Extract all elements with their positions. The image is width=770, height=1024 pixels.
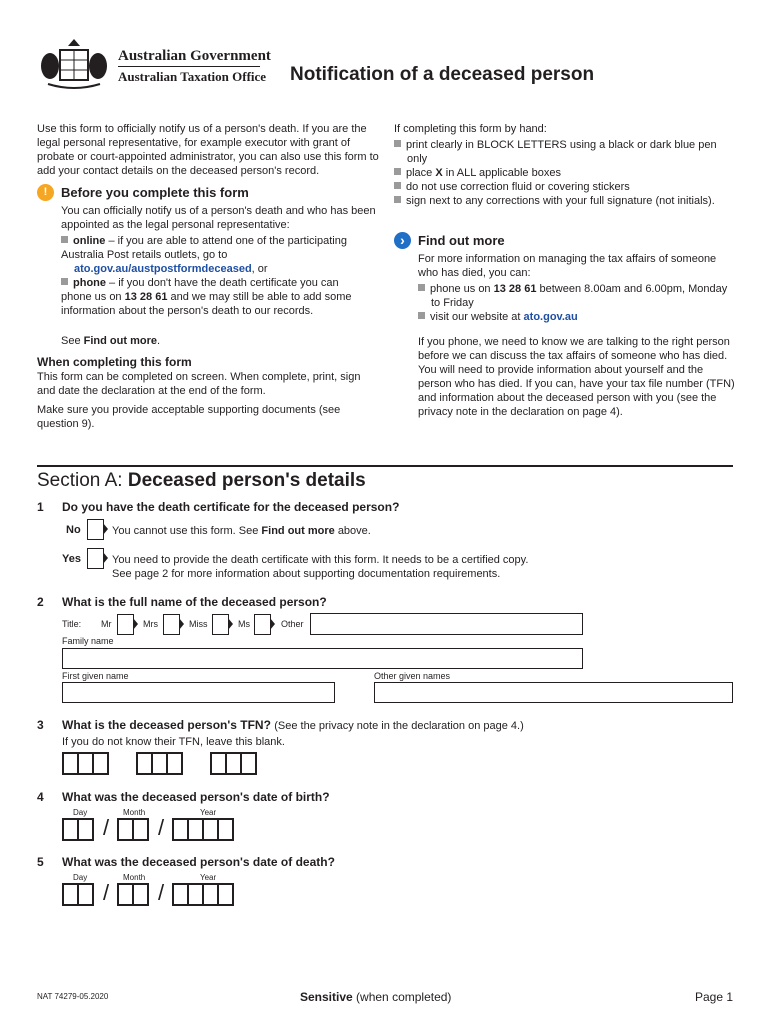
other-title-input[interactable] <box>310 613 583 635</box>
q3-sub: If you do not know their TFN, leave this blank. <box>62 736 285 748</box>
q2-number: 2 <box>37 595 44 609</box>
dob-day[interactable] <box>62 818 92 841</box>
austpost-link[interactable]: ato.gov.au/austpostformdeceased <box>74 263 252 275</box>
yes-checkbox[interactable] <box>87 548 104 569</box>
dod-day-label: Day <box>73 873 88 882</box>
title-label: Title: <box>62 619 82 629</box>
findout-lead: For more information on managing the tax affairs of someone who has died, you can: <box>418 253 717 279</box>
form-code: NAT 74279-05.2020 <box>37 992 109 1001</box>
header-rule <box>118 66 260 67</box>
dob-month-label: Month <box>123 808 146 817</box>
yes-text: You need to provide the death certificate with this form. It needs to be a certified copy. See page 2 for more information about supporting documentation requirements. <box>112 554 529 580</box>
bullet <box>61 236 68 243</box>
mr-label: Mr <box>101 619 112 629</box>
q4-text: What was the deceased person's date of birth? <box>62 790 330 804</box>
dob-day-label: Day <box>73 808 88 817</box>
date-separator: / <box>103 815 110 840</box>
online-item: online – if you are able to attend one of the participating Australia Post retails outlets, go to ato.gov.au/austpostformdeceased, or <box>61 235 347 275</box>
section-rule <box>37 465 733 467</box>
date-separator: / <box>103 880 110 905</box>
mrs-checkbox[interactable] <box>163 614 180 635</box>
before-heading: Before you complete this form <box>61 185 249 200</box>
byhand-lead: If completing this form by hand: <box>394 123 547 135</box>
intro-text: Use this form to officially notify us of a person's death. If you are the legal personal representative, for example executor with grant of probate or court-appointed administrator, you can also use this form to add your contact details on the deceased person's record. <box>37 123 379 177</box>
when-heading: When completing this form <box>37 355 192 369</box>
dob-year[interactable] <box>172 818 232 841</box>
q3-text: What is the deceased person's TFN? (See the privacy note in the declaration on page 4.) <box>62 718 524 732</box>
when-docs: Make sure you provide acceptable supporting documents (see question 9). <box>37 404 341 430</box>
dod-month[interactable] <box>117 883 147 906</box>
coat-of-arms-logo <box>36 36 112 90</box>
no-checkbox[interactable] <box>87 519 104 540</box>
date-separator: / <box>158 880 165 905</box>
dob-year-label: Year <box>200 808 217 817</box>
first-name-input[interactable] <box>62 682 335 703</box>
other-label: Other <box>281 619 304 629</box>
section-title: Section A: Deceased person's details <box>37 470 366 491</box>
miss-label: Miss <box>189 619 208 629</box>
office-name: Australian Taxation Office <box>118 69 267 84</box>
ato-link[interactable]: ato.gov.au <box>523 311 578 323</box>
dod-year[interactable] <box>172 883 232 906</box>
page-title: Notification of a deceased person <box>290 64 595 85</box>
first-label: First given name <box>62 671 129 681</box>
miss-checkbox[interactable] <box>212 614 229 635</box>
q1-text: Do you have the death certificate for the deceased person? <box>62 500 400 514</box>
tfn-group-2[interactable] <box>136 752 181 775</box>
findout-heading: Find out more <box>418 233 505 248</box>
findout-list: phone us on 13 28 61 between 8.00am and 6.00pm, Monday to Friday visit our website at ato.gov.au <box>418 282 728 324</box>
q5-number: 5 <box>37 855 44 869</box>
gov-name: Australian Government <box>118 48 271 64</box>
family-name-input[interactable] <box>62 648 583 669</box>
no-text: You cannot use this form. See Find out more above. <box>112 525 371 537</box>
dod-year-label: Year <box>200 873 217 882</box>
q2-text: What is the full name of the deceased person? <box>62 595 327 609</box>
before-lead: You can officially notify us of a person's death and who has been appointed as the legal personal representative: <box>61 205 376 231</box>
byhand-list: print clearly in BLOCK LETTERS using a black or dark blue pen only place X in ALL applicable boxes do not use correction fluid or covering stickers sign next to any corrections with your full signature (not initials). <box>394 138 724 208</box>
q3-number: 3 <box>37 718 44 732</box>
see-find-out: See Find out more. <box>61 335 161 347</box>
chevron-right-icon: › <box>394 232 411 249</box>
info-icon: ! <box>37 184 54 201</box>
family-label: Family name <box>62 636 114 646</box>
findout-para: If you phone, we need to know we are talking to the right person before we can discuss the tax affairs of someone who has died. You will need to provide information about yourself and the person who has died. If you can, have your tax file number (TFN) and information about the deceased person with you (see the privacy note in the declaration on page 4). <box>418 336 735 418</box>
q4-number: 4 <box>37 790 44 804</box>
ms-label: Ms <box>238 619 250 629</box>
dod-day[interactable] <box>62 883 92 906</box>
bullet <box>61 278 68 285</box>
sensitive-label: Sensitive (when completed) <box>300 990 452 1004</box>
when-text: This form can be completed on screen. When complete, print, sign and date the declaration at the end of the form. <box>37 371 361 397</box>
ms-checkbox[interactable] <box>254 614 271 635</box>
tfn-group-1[interactable] <box>62 752 107 775</box>
dod-month-label: Month <box>123 873 146 882</box>
other-names-input[interactable] <box>374 682 733 703</box>
q5-text: What was the deceased person's date of death? <box>62 855 335 869</box>
mrs-label: Mrs <box>143 619 158 629</box>
q1-number: 1 <box>37 500 44 514</box>
page-number: Page 1 <box>695 990 734 1004</box>
phone-item: phone – if you don't have the death certificate you can phone us on 13 28 61 and we may still be able to add some information about the person's death to our records. <box>61 277 352 317</box>
tfn-group-3[interactable] <box>210 752 255 775</box>
date-separator: / <box>158 815 165 840</box>
yes-label: Yes <box>62 553 81 565</box>
dob-month[interactable] <box>117 818 147 841</box>
other-names-label: Other given names <box>374 671 451 681</box>
no-label: No <box>66 524 81 536</box>
mr-checkbox[interactable] <box>117 614 134 635</box>
